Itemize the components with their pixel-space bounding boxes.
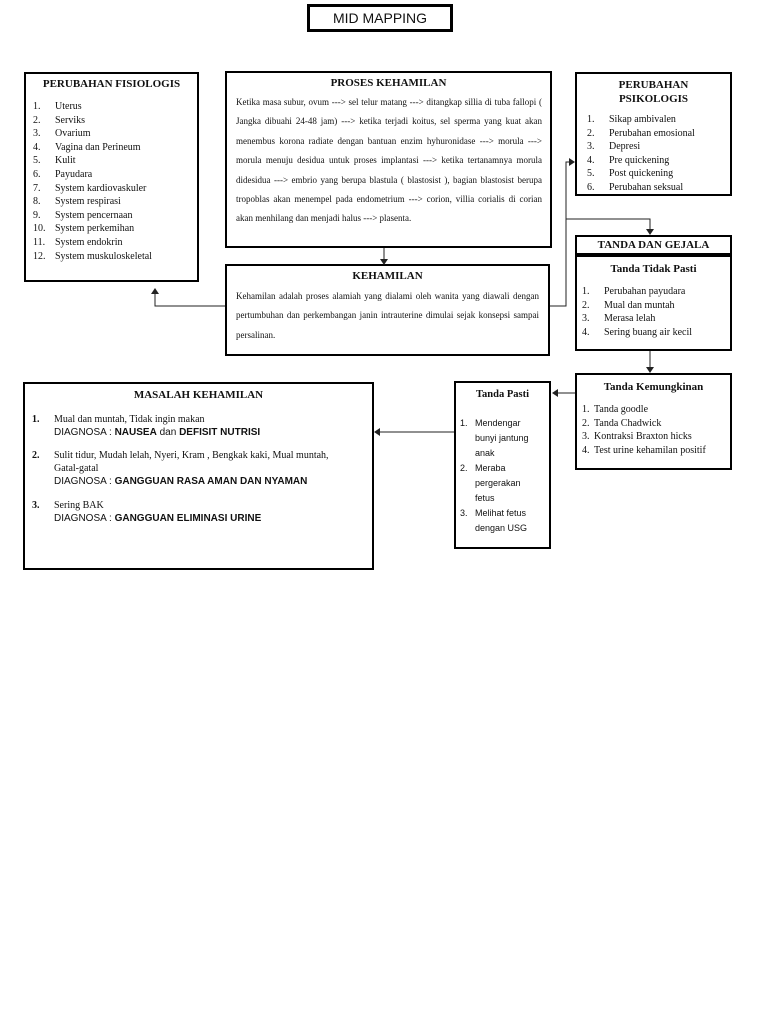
list-item: 1. Sikap ambivalen (587, 114, 676, 125)
connector-kehamilan-right (550, 162, 569, 306)
arrowhead (151, 288, 159, 294)
arrowhead (646, 367, 654, 373)
arrowhead (646, 229, 654, 235)
list-item: 1. Mendengar bunyi jantung anak (460, 418, 529, 458)
list-item: 2. Tanda Chadwick (582, 417, 662, 429)
list-item: 6. Payudara (33, 168, 93, 180)
perubahan-psikologis-heading: PERUBAHAN PSIKOLOGIS (618, 79, 689, 105)
list-item: 12. System muskuloskeletal (33, 250, 152, 262)
list-item: 4. Pre quickening (587, 154, 670, 166)
connector-to-tanda-gejala (566, 219, 650, 229)
list-item: 4. Test urine kehamilan positif (582, 444, 706, 456)
list-item: 4. Vagina dan Perineum (33, 141, 141, 153)
arrowhead (552, 389, 558, 397)
list-item: 6. Perubahan seksual (587, 181, 684, 193)
list-item: 3. Ovarium (33, 128, 91, 140)
list-item: 3. Melihat fetus dengan USG (460, 508, 528, 533)
proses-kehamilan-heading: PROSES KEHAMILAN (330, 77, 447, 89)
list-item: 11. System endokrin (33, 236, 123, 248)
masalah-item: 1. Mual dan muntah, Tidak ingin makan DIAGNOSA : NAUSEA dan DEFISIT NUTRISI (32, 414, 261, 438)
proses-kehamilan-text: Ketika masa subur, ovum ---> sel telur matang ---> ditangkap sillia di tuba fallopi ( Jangka dibuahi 24-48 jam) ---> ketika terjadi koitus, sel sperma yang kuat akan menembus korona radiate dengan bantuan enzim hyhuronidase ---> morula ---> morula menuju desidua untuk proses implantasi ---> ketika tertanamnya morula didesidua ---> embrio yang berupa blastula ( blastosist ), bagian blastosist berupa tropoblas akan menempel pada endometrium ---> corion, villia corialis di corian akan menhilang dan menjadi halus ---> plasenta. (236, 97, 542, 224)
list-item: 8. System respirasi (33, 196, 121, 208)
tanda-tidak-pasti-heading: Tanda Tidak Pasti (610, 263, 697, 275)
arrowhead (569, 158, 575, 166)
kehamilan-heading: KEHAMILAN (352, 270, 423, 282)
list-item: 1. Uterus (33, 101, 82, 112)
kehamilan-text: Kehamilan adalah proses alamiah yang dialami oleh wanita yang diawali dengan pertumbuhan dan perkembangan janin intrauterine dimulai sejak konsepsi sampai persalinan. (236, 291, 539, 340)
list-item: 1. Tanda goodle (582, 404, 649, 415)
list-item: 4. Sering buang air kecil (582, 326, 693, 338)
page-title-text: MID MAPPING (332, 10, 428, 26)
tanda-kemungkinan-heading: Tanda Kemungkinan (603, 381, 704, 393)
arrowhead (374, 428, 380, 436)
list-item: 9. System pencernaan (33, 209, 133, 221)
tanda-gejala-heading: TANDA DAN GEJALA (597, 239, 710, 251)
masalah-item: 3. Sering BAK DIAGNOSA : GANGGUAN ELIMINASI URINE (32, 500, 262, 524)
tanda-pasti-heading: Tanda Pasti (475, 389, 529, 400)
list-item: 2. Mual dan muntah (582, 299, 675, 311)
list-item: 2. Serviks (33, 114, 85, 126)
list-item: 3. Depresi (587, 141, 641, 153)
list-item: 2. Perubahan emosional (587, 127, 695, 139)
masalah-kehamilan-heading: MASALAH KEHAMILAN (133, 389, 264, 401)
list-item: 5. Kulit (33, 155, 76, 167)
list-item: 1. Perubahan payudara (582, 286, 686, 297)
list-item: 3. Kontraksi Braxton hicks (582, 431, 692, 443)
list-item: 2. Meraba pergerakan fetus (460, 463, 521, 503)
list-item: 10. System perkemihan (33, 223, 135, 235)
perubahan-fisiologis-heading: PERUBAHAN FISIOLOGIS (42, 78, 181, 90)
connector-kehamilan-fisiologis (155, 293, 225, 306)
list-item: 7. System kardiovaskuler (33, 182, 147, 194)
list-item: 5. Post quickening (587, 168, 674, 180)
masalah-item: 2. Sulit tidur, Mudah lelah, Nyeri, Kram , Bengkak kaki, Mual muntah, Gatal-gatal DIAGNOSA : GANGGUAN RASA AMAN DAN NYAMAN (32, 450, 329, 487)
list-item: 3. Merasa lelah (582, 313, 656, 325)
arrowhead (380, 259, 388, 265)
